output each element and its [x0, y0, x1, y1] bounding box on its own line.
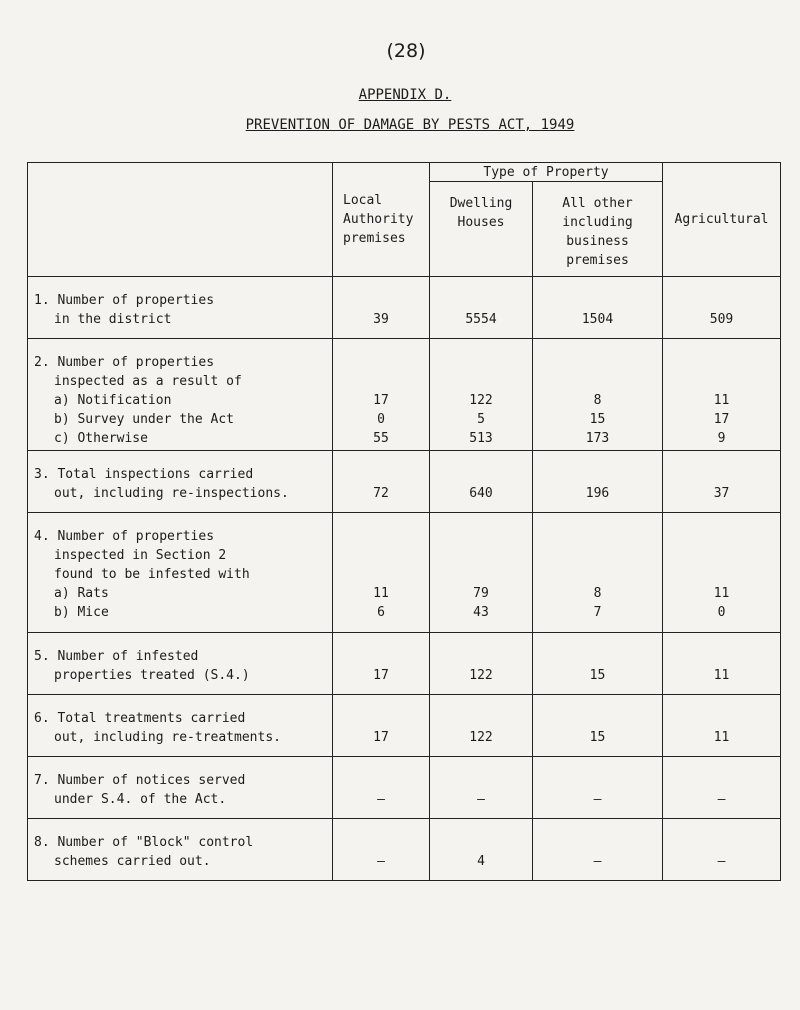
value-cell [430, 513, 533, 633]
cell-value: 55 [373, 431, 389, 446]
value-cell [663, 513, 781, 633]
value-cell [533, 513, 663, 633]
row-number: 7. [34, 773, 50, 788]
cell-value [533, 546, 662, 565]
row-label-line: Number of properties [57, 355, 215, 370]
cell-value [533, 771, 662, 790]
cell-value: 15 [589, 668, 606, 683]
table-row [28, 277, 781, 339]
table-row [28, 451, 781, 513]
cell-value: 7 [593, 605, 602, 620]
cell-value [663, 527, 780, 546]
row-label-line: Total treatments carried [57, 711, 246, 726]
cell-value [533, 565, 662, 584]
cell-value [333, 372, 429, 391]
row-label-line: a) Notification [54, 393, 172, 408]
row-label-line: in the district [54, 312, 172, 327]
cell-value: 8 [593, 393, 602, 408]
value-cell [533, 451, 663, 513]
cell-value: 122 [469, 730, 493, 745]
cell-value [533, 833, 662, 852]
row-number: 1. [34, 293, 50, 308]
appendix-heading: APPENDIX D. [358, 87, 452, 103]
cell-value [533, 647, 662, 666]
row-label-line: Number of properties [57, 293, 215, 308]
cell-value [663, 291, 780, 310]
cell-value: 17 [373, 393, 389, 408]
cell-value: 6 [377, 605, 385, 620]
cell-value [430, 565, 532, 584]
cell-value: 5554 [465, 312, 497, 327]
cell-value [333, 291, 429, 310]
cell-value: 72 [373, 486, 389, 501]
cell-value [430, 546, 532, 565]
page-number: (28) [386, 40, 426, 62]
value-cell [430, 633, 533, 695]
table-row [28, 339, 781, 451]
cell-value: 15 [589, 412, 606, 427]
cell-value: 9 [717, 431, 726, 446]
cell-value [663, 647, 780, 666]
row-label-line: Number of infested [57, 649, 199, 664]
cell-value [333, 709, 429, 728]
cell-value [663, 546, 780, 565]
value-cell [533, 339, 663, 451]
cell-value [333, 833, 429, 852]
row-label [28, 451, 333, 513]
cell-value [663, 771, 780, 790]
cell-value [430, 709, 532, 728]
value-cell [333, 757, 430, 819]
cell-value: 17 [713, 412, 730, 427]
table-row [28, 819, 781, 881]
row-number: 4. [34, 529, 50, 544]
value-cell [533, 819, 663, 881]
row-label-line: inspected as a result of [54, 374, 242, 389]
row-label-line: out, including re-inspections. [54, 486, 289, 501]
value-cell [333, 339, 430, 451]
cell-value [333, 465, 429, 484]
cell-value [430, 647, 532, 666]
cell-value [663, 465, 780, 484]
value-cell [663, 451, 781, 513]
document-title: PREVENTION OF DAMAGE BY PESTS ACT, 1949 [245, 117, 575, 133]
table-row [28, 513, 781, 633]
cell-value [533, 291, 662, 310]
table-row [28, 633, 781, 695]
cell-value [333, 527, 429, 546]
cell-value [663, 565, 780, 584]
cell-value: 122 [469, 668, 493, 683]
value-cell [333, 695, 430, 757]
row-label [28, 695, 333, 757]
row-label-line: schemes carried out. [54, 854, 211, 869]
cell-value [663, 833, 780, 852]
cell-value [533, 372, 662, 391]
value-cell [430, 339, 533, 451]
cell-value [333, 353, 429, 372]
cell-value: – [377, 792, 385, 807]
col-header-other: All other including business premises [533, 182, 663, 277]
row-number: 3. [34, 467, 50, 482]
cell-value [663, 353, 780, 372]
cell-value: – [477, 792, 485, 807]
cell-value: – [717, 792, 726, 807]
value-cell [663, 277, 781, 339]
table-row [28, 695, 781, 757]
cell-value: 1504 [581, 312, 614, 327]
col-header-agricultural: Agricultural [663, 163, 781, 277]
col-header-local-authority: Local Authority premises [333, 163, 430, 277]
value-cell [333, 819, 430, 881]
value-cell [663, 819, 781, 881]
cell-value: 15 [589, 730, 606, 745]
row-label [28, 819, 333, 881]
row-label [28, 757, 333, 819]
value-cell [430, 277, 533, 339]
row-number: 6. [34, 711, 50, 726]
value-cell [663, 757, 781, 819]
cell-value [430, 527, 532, 546]
row-number: 2. [34, 355, 50, 370]
value-cell [333, 513, 430, 633]
cell-value: 196 [585, 486, 610, 501]
cell-value: 17 [373, 668, 389, 683]
cell-value: 11 [713, 586, 730, 601]
row-label-line: found to be infested with [54, 567, 250, 582]
blank-corner-cell [28, 163, 333, 277]
cell-value [333, 771, 429, 790]
value-cell [430, 695, 533, 757]
cell-value [333, 565, 429, 584]
cell-value: – [593, 792, 602, 807]
value-cell [333, 277, 430, 339]
cell-value [333, 546, 429, 565]
cell-value [663, 709, 780, 728]
row-label-line: Number of notices served [57, 773, 246, 788]
row-label-line: inspected in Section 2 [54, 548, 227, 563]
row-label [28, 277, 333, 339]
col-header-type-of-property: Type of Property [430, 163, 663, 182]
cell-value [533, 353, 662, 372]
row-label [28, 513, 333, 633]
row-label-line: Number of "Block" control [57, 835, 254, 850]
cell-value: 8 [593, 586, 602, 601]
cell-value: – [593, 854, 602, 869]
value-cell [533, 695, 663, 757]
cell-value: 17 [373, 730, 389, 745]
row-number: 8. [34, 835, 50, 850]
row-number: 5. [34, 649, 50, 664]
cell-value: 640 [469, 486, 493, 501]
cell-value: 513 [469, 431, 493, 446]
value-cell [663, 695, 781, 757]
cell-value [333, 647, 429, 666]
cell-value [430, 372, 532, 391]
cell-value [430, 833, 532, 852]
cell-value: 37 [713, 486, 730, 501]
table-row [28, 757, 781, 819]
row-label [28, 339, 333, 451]
value-cell [430, 451, 533, 513]
row-label-line: properties treated (S.4.) [54, 668, 250, 683]
cell-value: 0 [377, 412, 385, 427]
cell-value: 79 [473, 586, 489, 601]
cell-value [430, 353, 532, 372]
value-cell [533, 757, 663, 819]
cell-value: – [377, 854, 385, 869]
cell-value [533, 465, 662, 484]
cell-value: 11 [713, 668, 730, 683]
row-label-line: out, including re-treatments. [54, 730, 281, 745]
row-label-line: a) Rats [54, 586, 109, 601]
value-cell [663, 339, 781, 451]
value-cell [333, 451, 430, 513]
cell-value [430, 771, 532, 790]
value-cell [663, 633, 781, 695]
cell-value: 122 [469, 393, 493, 408]
value-cell [533, 277, 663, 339]
cell-value [533, 709, 662, 728]
value-cell [333, 633, 430, 695]
cell-value: 509 [709, 312, 734, 327]
row-label-line: b) Survey under the Act [54, 412, 235, 427]
cell-value: 43 [473, 605, 489, 620]
row-label-line: b) Mice [54, 605, 109, 620]
value-cell [533, 633, 663, 695]
row-label-line: Total inspections carried [57, 467, 254, 482]
col-header-dwelling: Dwelling Houses [430, 182, 533, 277]
row-label-line: Number of properties [57, 529, 215, 544]
header-row [28, 163, 781, 182]
row-label [28, 633, 333, 695]
cell-value: 5 [477, 412, 485, 427]
value-cell [430, 757, 533, 819]
row-label-line: c) Otherwise [54, 431, 148, 446]
value-cell [430, 819, 533, 881]
row-label-line: under S.4. of the Act. [54, 792, 227, 807]
cell-value: 0 [717, 605, 726, 620]
cell-value: 173 [585, 431, 610, 446]
pests-table [27, 162, 781, 881]
cell-value: 4 [477, 854, 485, 869]
cell-value [430, 291, 532, 310]
cell-value: 39 [373, 312, 389, 327]
cell-value [430, 465, 532, 484]
cell-value: 11 [713, 393, 730, 408]
cell-value [663, 372, 780, 391]
cell-value [533, 527, 662, 546]
cell-value: 11 [713, 730, 730, 745]
cell-value: – [717, 854, 726, 869]
cell-value: 11 [373, 586, 389, 601]
